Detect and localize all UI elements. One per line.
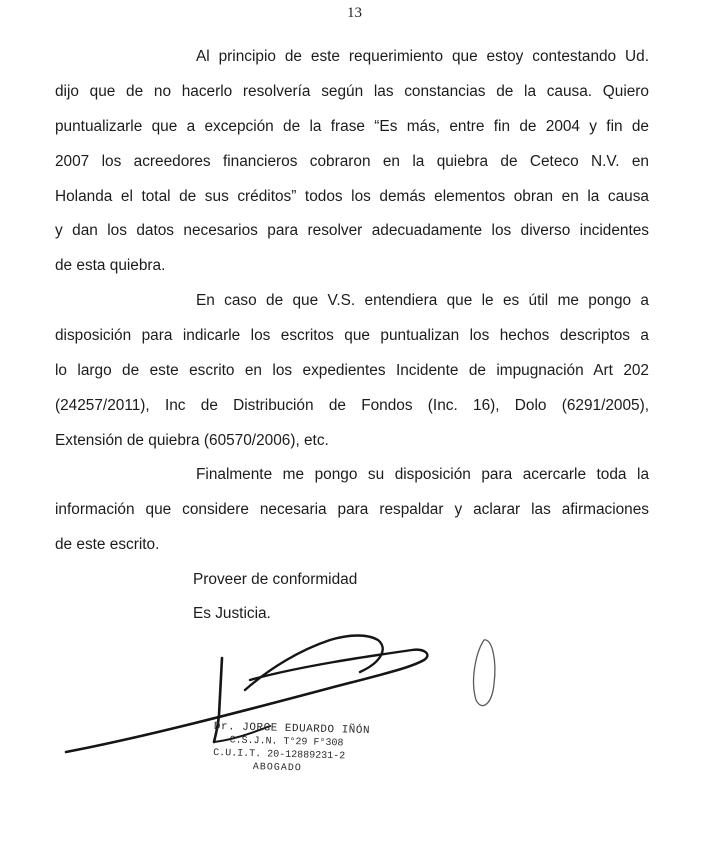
text-line: y dan los datos necesarios para resolver adecuadamente los diverso incidentes bbox=[55, 222, 649, 239]
text-line: dijo que de no hacerlo resolvería según las constancias de la causa. Quiero bbox=[55, 83, 649, 100]
text-line: (24257/2011), Inc de Distribución de Fondos (Inc. 16), Dolo (6291/2005), bbox=[55, 397, 649, 414]
text-line: puntualizarle que a excepción de la frase “Es más, entre fin de 2004 y fin de bbox=[55, 118, 649, 135]
closing-line-2: Es Justicia. bbox=[193, 605, 271, 622]
stamp-title: ABOGADO bbox=[252, 762, 302, 775]
text-line: Finalmente me pongo su disposición para acercarle toda la bbox=[196, 466, 649, 483]
page-number: 13 bbox=[347, 5, 362, 21]
text-line: 2007 los acreedores financieros cobraron en la quiebra de Ceteco N.V. en bbox=[55, 153, 649, 170]
stamp-registration: C.S.J.N. T°29 F°308 bbox=[229, 735, 344, 750]
stamp-name: Dr. JORGE EDUARDO IÑÓN bbox=[213, 721, 371, 738]
text-line: lo largo de este escrito en los expedientes Incidente de impugnación Art 202 bbox=[55, 362, 649, 379]
text-line: disposición para indicarle los escritos que puntualizan los hechos descriptos a bbox=[55, 327, 649, 344]
text-line: Holanda el total de sus créditos” todos los demás elementos obran en la causa bbox=[55, 188, 649, 205]
text-line: información que considere necesaria para respaldar y aclarar las afirmaciones bbox=[55, 501, 649, 518]
text-line: de este escrito. bbox=[55, 536, 160, 553]
text-line: Al principio de este requerimiento que estoy contestando Ud. bbox=[196, 48, 649, 65]
closing-line-1: Proveer de conformidad bbox=[193, 571, 358, 588]
text-line: Extensión de quiebra (60570/2006), etc. bbox=[55, 432, 329, 449]
stamp-tax-id: C.U.I.T. 20-12889231-2 bbox=[213, 747, 346, 763]
text-line: En caso de que V.S. entendiera que le es útil me pongo a bbox=[196, 292, 649, 309]
lawyer-stamp bbox=[213, 721, 371, 777]
text-line: de esta quiebra. bbox=[55, 257, 166, 274]
